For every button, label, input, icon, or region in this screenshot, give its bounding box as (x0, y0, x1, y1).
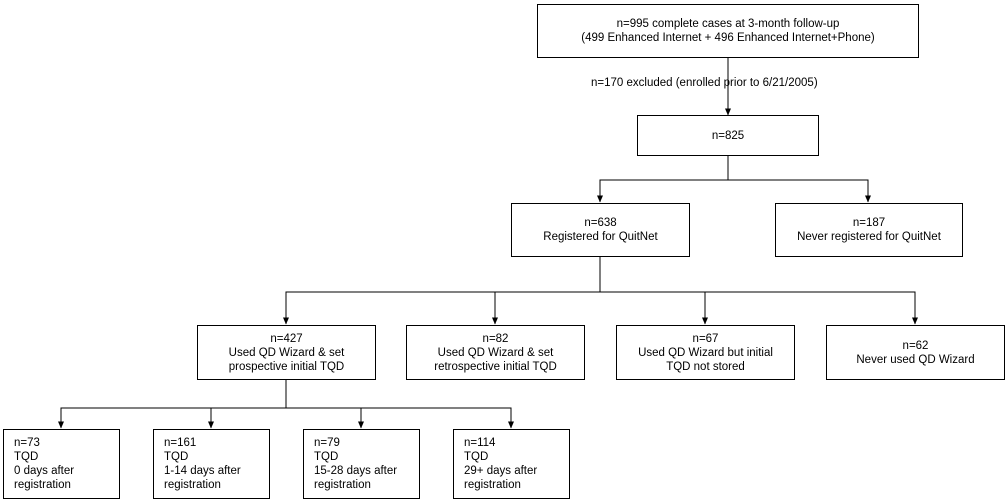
node-n161-line-0: n=161 (164, 437, 197, 449)
node-n79 (303, 429, 420, 499)
node-n638-line-1: Registered for QuitNet (543, 231, 658, 243)
node-n82 (406, 325, 585, 380)
node-n114-line-0: n=114 (464, 437, 496, 449)
node-n67-line-0: n=67 (692, 332, 719, 345)
node-n79-line-3: registration (314, 479, 371, 491)
node-n995 (537, 4, 919, 58)
node-n73 (3, 429, 120, 499)
node-n73-line-1: TQD (14, 451, 39, 463)
node-n187-line-1: Never registered for QuitNet (797, 231, 941, 243)
node-n187-line-0: n=187 (852, 217, 886, 229)
node-n161-line-1: TQD (164, 451, 189, 463)
node-n62-line-1: Never used QD Wizard (856, 353, 975, 366)
node-n79-line-0: n=79 (314, 437, 340, 449)
node-n67 (616, 325, 795, 380)
node-n161 (153, 429, 270, 499)
node-n82-line-2: retrospective initial TQD (434, 360, 557, 373)
node-n114-line-1: TQD (464, 451, 489, 463)
node-n638 (511, 203, 690, 257)
node-n82-line-0: n=82 (482, 332, 509, 345)
annotation-excluded: n=170 excluded (enrolled prior to 6/21/2005) (591, 77, 818, 89)
node-n638-line-0: n=638 (584, 217, 617, 229)
node-n187 (775, 203, 963, 257)
node-n995-line-0: n=995 complete cases at 3-month follow-up (616, 18, 840, 30)
node-n82-line-1: Used QD Wizard & set (437, 346, 554, 359)
node-n825-line-0: n=825 (711, 129, 745, 142)
node-n67-line-1: Used QD Wizard but initial (638, 346, 773, 359)
node-n427-line-1: Used QD Wizard & set (228, 346, 345, 359)
node-n67-line-2: TQD not stored (666, 360, 745, 373)
node-n995-line-1: (499 Enhanced Internet + 496 Enhanced Internet+Phone) (581, 32, 875, 44)
node-n114 (453, 429, 570, 499)
node-n427-line-2: prospective initial TQD (228, 360, 345, 373)
node-n161-line-2: 1-14 days after (164, 465, 241, 477)
node-n79-line-2: 15-28 days after (314, 465, 398, 477)
node-n73-line-2: 0 days after (14, 465, 75, 477)
node-n427 (197, 325, 376, 380)
node-n73-line-0: n=73 (14, 437, 40, 449)
node-n79-line-1: TQD (314, 451, 339, 463)
node-n427-line-0: n=427 (270, 332, 303, 345)
node-n161-line-3: registration (164, 479, 221, 491)
node-n62-line-0: n=62 (902, 339, 929, 352)
node-n114-line-3: registration (464, 479, 521, 491)
node-n825 (637, 115, 819, 156)
node-n62 (826, 325, 1005, 380)
node-n114-line-2: 29+ days after (464, 465, 538, 477)
node-n73-line-3: registration (14, 479, 71, 491)
